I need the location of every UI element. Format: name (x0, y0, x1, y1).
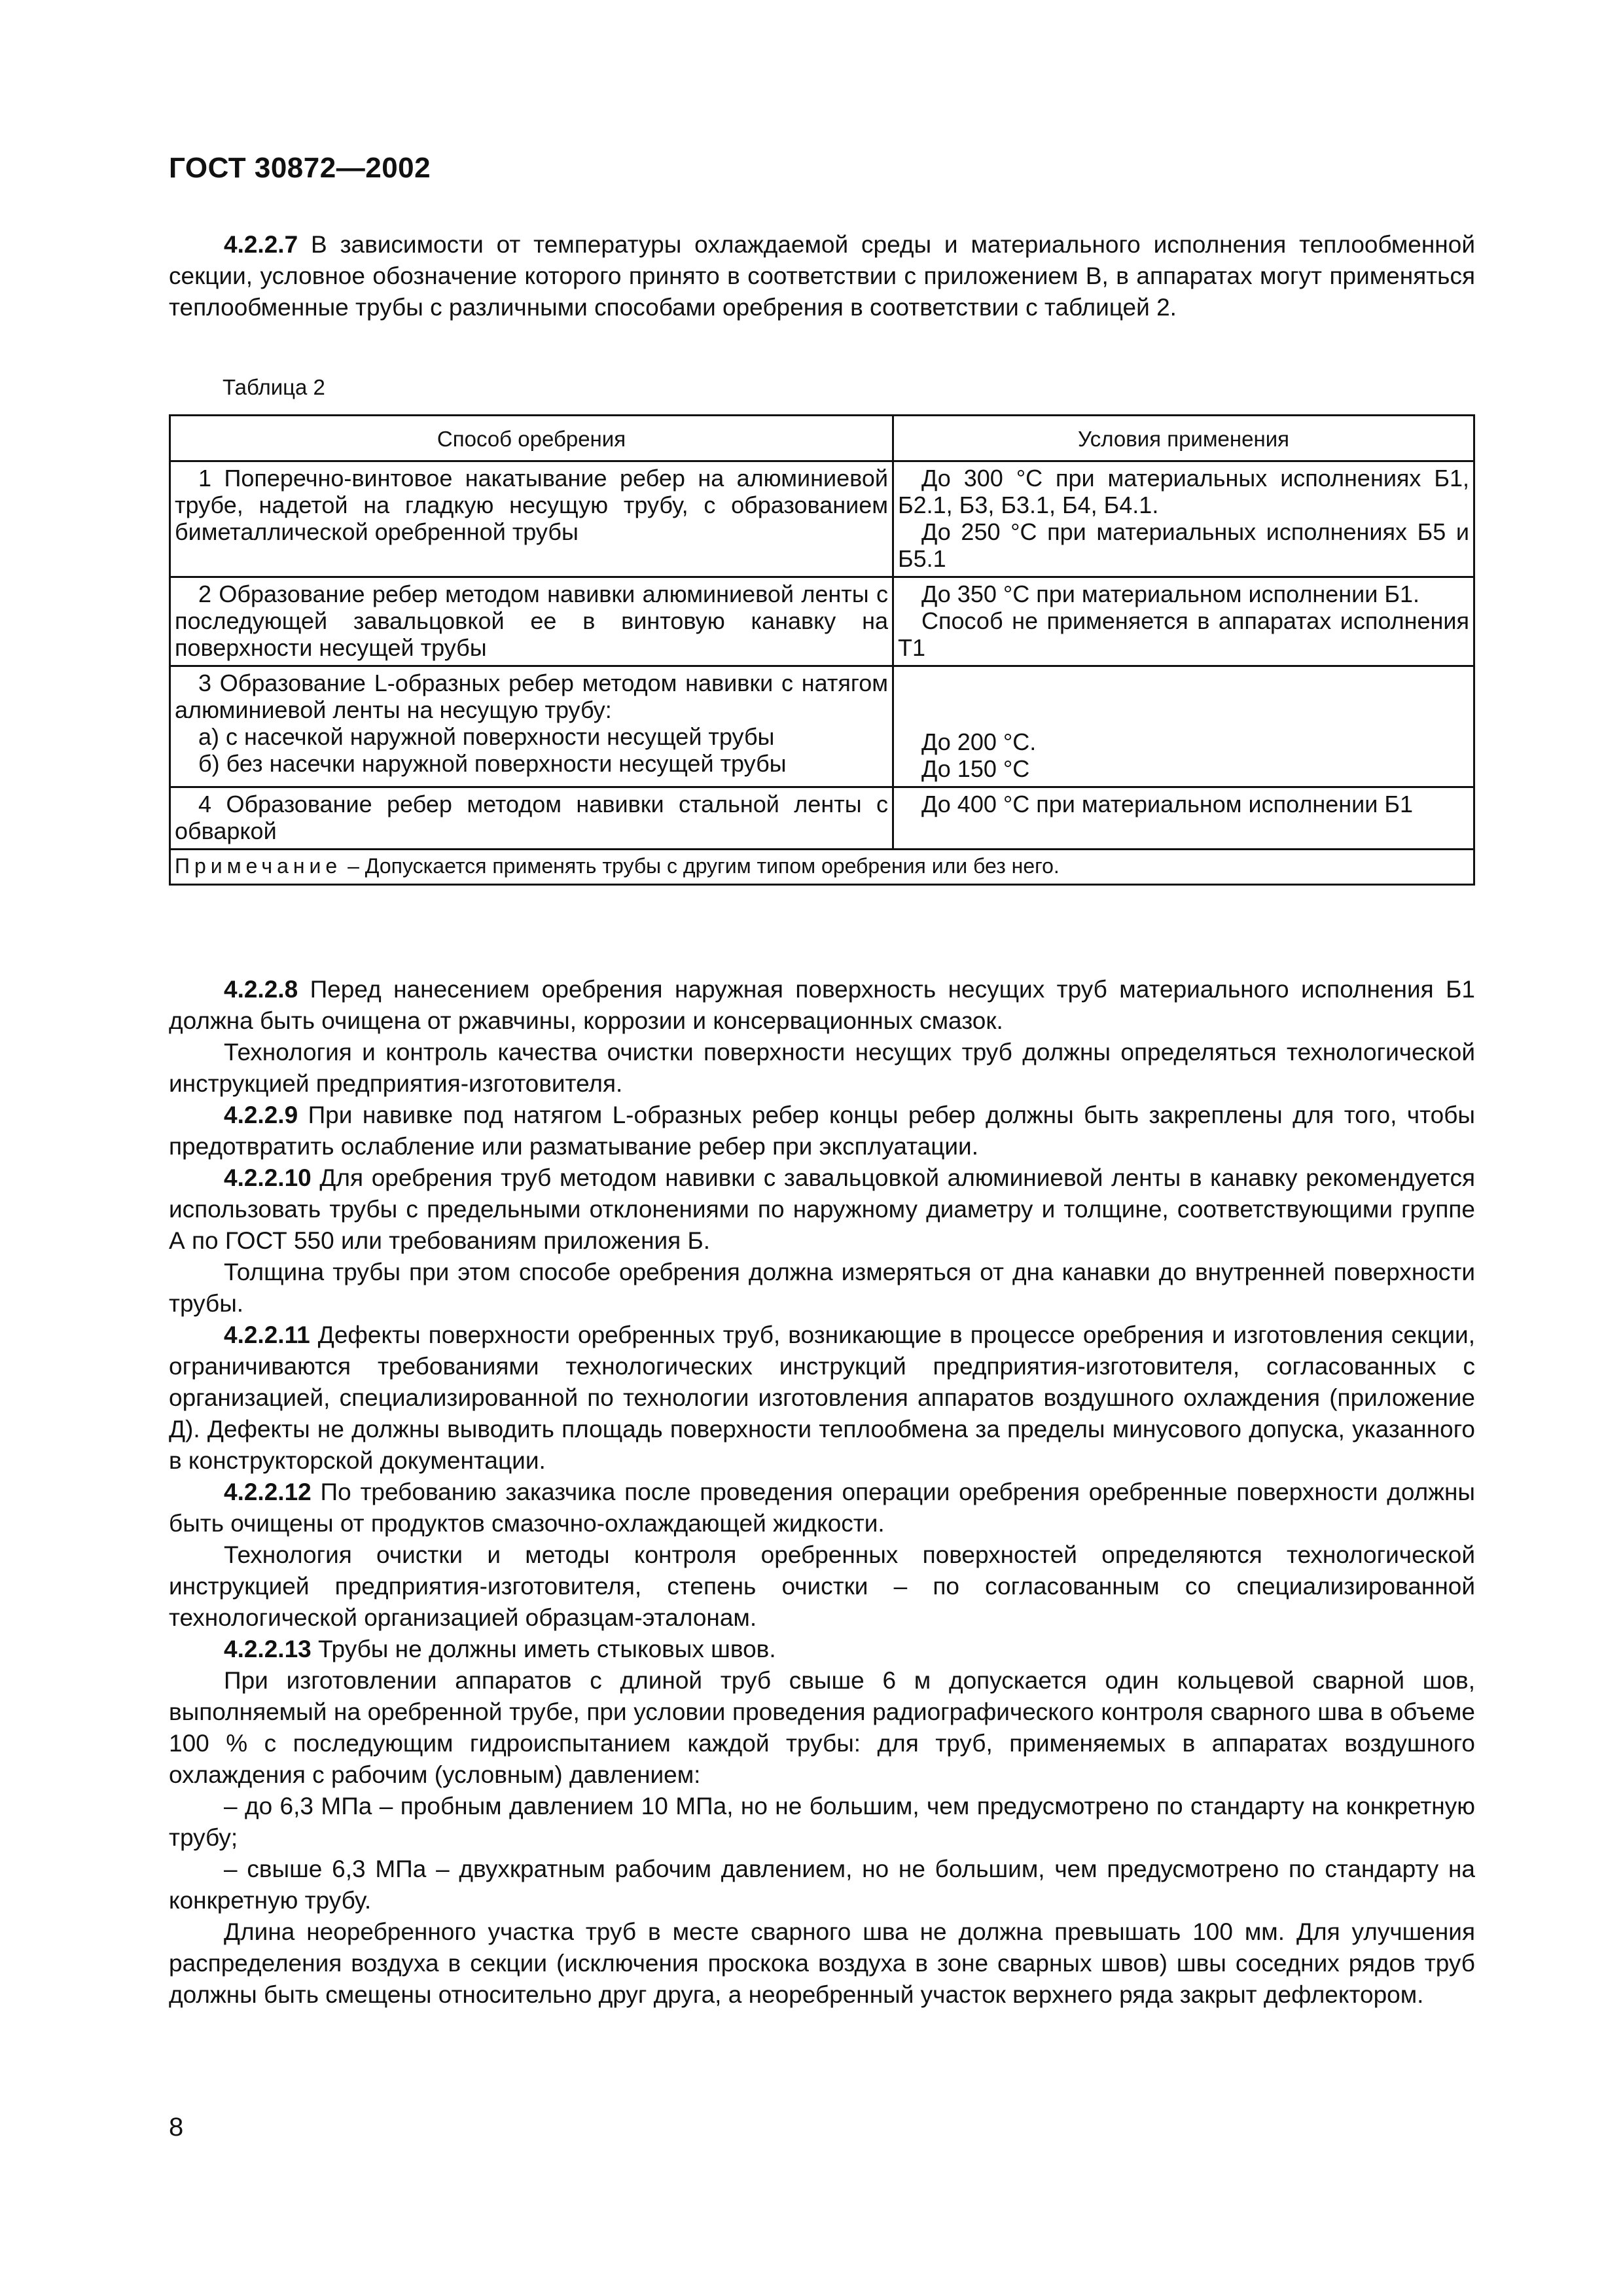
method-subitem-b: б) без насечки наружной поверхности несущей трубы (198, 750, 787, 777)
paragraph (169, 1665, 1475, 1791)
paragraph (169, 1916, 1475, 2011)
clause-text: Перед нанесением оребрения наружная поверхность несущих труб материального исполнения Б1 должна быть очищена от ржавчины, коррозии и консервационных смазок. (169, 976, 1475, 1034)
cell-conditions (893, 666, 1474, 787)
method-text: 3 Образование L-образных ребер методом навивки с натягом алюминиевой ленты на несущую трубу: (175, 670, 888, 723)
table-note-row (170, 850, 1474, 885)
cell-method (170, 461, 893, 577)
clause-text: Для оребрения труб методом навивки с завальцовкой алюминиевой ленты в канавку рекомендуется использовать трубы с предельными отклонениями по наружному диаметру и толщине, соответствующими группе А по ГОСТ 550 или требованиям приложения Б. (169, 1164, 1475, 1254)
list-item (169, 1791, 1475, 1854)
clause-text: – до 6,3 МПа – пробным давлением 10 МПа, но не большим, чем предусмотрено по стандарту на конкретную трубу; (169, 1793, 1475, 1851)
method-subitem-a: а) с насечкой наружной поверхности несущей трубы (198, 723, 775, 750)
paragraph (169, 1257, 1475, 1319)
clause-number: 4.2.2.8 (224, 976, 298, 1003)
paragraph (169, 1162, 1475, 1257)
condition-text: До 250 °С при материальных исполнениях Б5 и Б5.1 (898, 518, 1469, 572)
list-item (169, 1854, 1475, 1916)
clause-number: 4.2.2.13 (224, 1636, 312, 1662)
clause-number: 4.2.2.11 (224, 1321, 310, 1348)
table-row (170, 666, 1474, 787)
paragraph (169, 1319, 1475, 1477)
cell-conditions (893, 577, 1474, 666)
clause-number: 4.2.2.7 (224, 231, 298, 258)
condition-text: До 150 °С (921, 755, 1030, 782)
paragraph (169, 1037, 1475, 1100)
clause-number: 4.2.2.10 (224, 1164, 312, 1191)
header-conditions: Условия применения (893, 416, 1474, 461)
cell-method (170, 787, 893, 850)
note-label: Примечание (175, 854, 342, 878)
document-header: ГОСТ 30872—2002 (169, 152, 431, 184)
clause-text: Технология очистки и методы контроля оребренных поверхностей определяются технологической инструкцией предприятия-изготовителя, степень очистки – по согласованным со специализированной технологической организацией образцам-эталонам. (169, 1541, 1475, 1631)
clause-text: Длина неоребренного участка труб в месте сварного шва не должна превышать 100 мм. Для улучшения распределения воздуха в секции (исключения проскока воздуха в зоне сварных швов) швы соседних рядов труб должны быть смещены относительно друг друга, а неоребренный участок верхнего ряда закрыт дефлектором. (169, 1918, 1475, 2008)
table-header-row (170, 416, 1474, 461)
table-row (170, 787, 1474, 850)
condition-text: До 400 °С при материальном исполнении Б1 (921, 791, 1414, 817)
cell-method (170, 577, 893, 666)
condition-text: До 200 °С. (921, 728, 1037, 755)
table-note (170, 850, 1474, 885)
table-row (170, 461, 1474, 577)
clause-number: 4.2.2.9 (224, 1102, 298, 1128)
paragraph (169, 1477, 1475, 1539)
paragraph (169, 1100, 1475, 1162)
condition-text: До 350 °С при материальном исполнении Б1. (921, 581, 1420, 607)
clause-text: При изготовлении аппаратов с длиной труб свыше 6 м допускается один кольцевой сварной шов, выполняемый на оребренной трубе, при условии проведения радиографического контроля сварного шва в объеме 100 % с последующим гидроиспытанием каждой трубы: для труб, применяемых в аппаратах воздушного охлаждения с рабочим (условным) давлением: (169, 1667, 1475, 1788)
clause-text: – свыше 6,3 МПа – двухкратным рабочим давлением, но не большим, чем предусмотрено по стандарту на конкретную трубу. (169, 1856, 1475, 1914)
clause-text: По требованию заказчика после проведения операции оребрения оребренные поверхности должны быть очищены от продуктов смазочно-охлаждающей жидкости. (169, 1479, 1475, 1537)
clause-number: 4.2.2.12 (224, 1479, 312, 1505)
paragraph (169, 1539, 1475, 1634)
paragraph (169, 1634, 1475, 1665)
cell-conditions (893, 787, 1474, 850)
method-text: 1 Поперечно-винтовое накатывание ребер на алюминиевой трубе, надетой на гладкую несущую трубу, с образованием биметаллической оребренной трубы (175, 465, 888, 545)
clause-text: Технология и контроль качества очистки поверхности несущих труб должны определяться технологической инструкцией предприятия-изготовителя. (169, 1039, 1475, 1097)
body-text (169, 974, 1475, 2011)
table-row (170, 577, 1474, 666)
paragraph (169, 974, 1475, 1037)
method-text: 4 Образование ребер методом навивки стальной ленты с обваркой (175, 791, 888, 844)
clause-text: Дефекты поверхности оребренных труб, возникающие в процессе оребрения и изготовления секции, ограничиваются требованиями технологических инструкций предприятия-изготовителя, согласованных с организацией, специализированной по технологии изготовления аппаратов воздушного охлаждения (приложение Д). Дефекты не должны выводить площадь поверхности теплообмена за пределы минусового допуска, указанного в конструкторской документации. (169, 1321, 1475, 1474)
page-number: 8 (169, 2113, 184, 2142)
header-method: Способ оребрения (170, 416, 893, 461)
note-text: – Допускается применять трубы с другим типом оребрения или без него. (342, 854, 1060, 878)
clause-text: Трубы не должны иметь стыковых швов. (311, 1636, 776, 1662)
method-text: 2 Образование ребер методом навивки алюминиевой ленты с последующей завальцовкой ее в винтовую канавку на поверхности несущей трубы (175, 581, 888, 661)
clause-text: При навивке под натягом L-образных ребер концы ребер должны быть закреплены для того, чтобы предотвратить ослабление или разматывание ребер при эксплуатации. (169, 1102, 1475, 1160)
intro-paragraph (169, 229, 1475, 323)
condition-text: Способ не применяется в аппаратах исполнения Т1 (898, 607, 1469, 661)
table-2 (169, 414, 1475, 886)
paragraph-4-2-2-7 (169, 229, 1475, 323)
cell-conditions (893, 461, 1474, 577)
clause-text: В зависимости от температуры охлаждаемой среды и материального исполнения теплообменной секции, условное обозначение которого принято в соответствии с приложением В, в аппаратах могут применяться теплообменные трубы с различными способами оребрения в соответствии с таблицей 2. (169, 231, 1475, 321)
condition-text: До 300 °С при материальных исполнениях Б1, Б2.1, Б3, Б3.1, Б4, Б4.1. (898, 465, 1469, 518)
table-caption: Таблица 2 (223, 375, 325, 399)
cell-method (170, 666, 893, 787)
clause-text: Толщина трубы при этом способе оребрения должна измеряться от дна канавки до внутренней поверхности трубы. (169, 1259, 1475, 1317)
